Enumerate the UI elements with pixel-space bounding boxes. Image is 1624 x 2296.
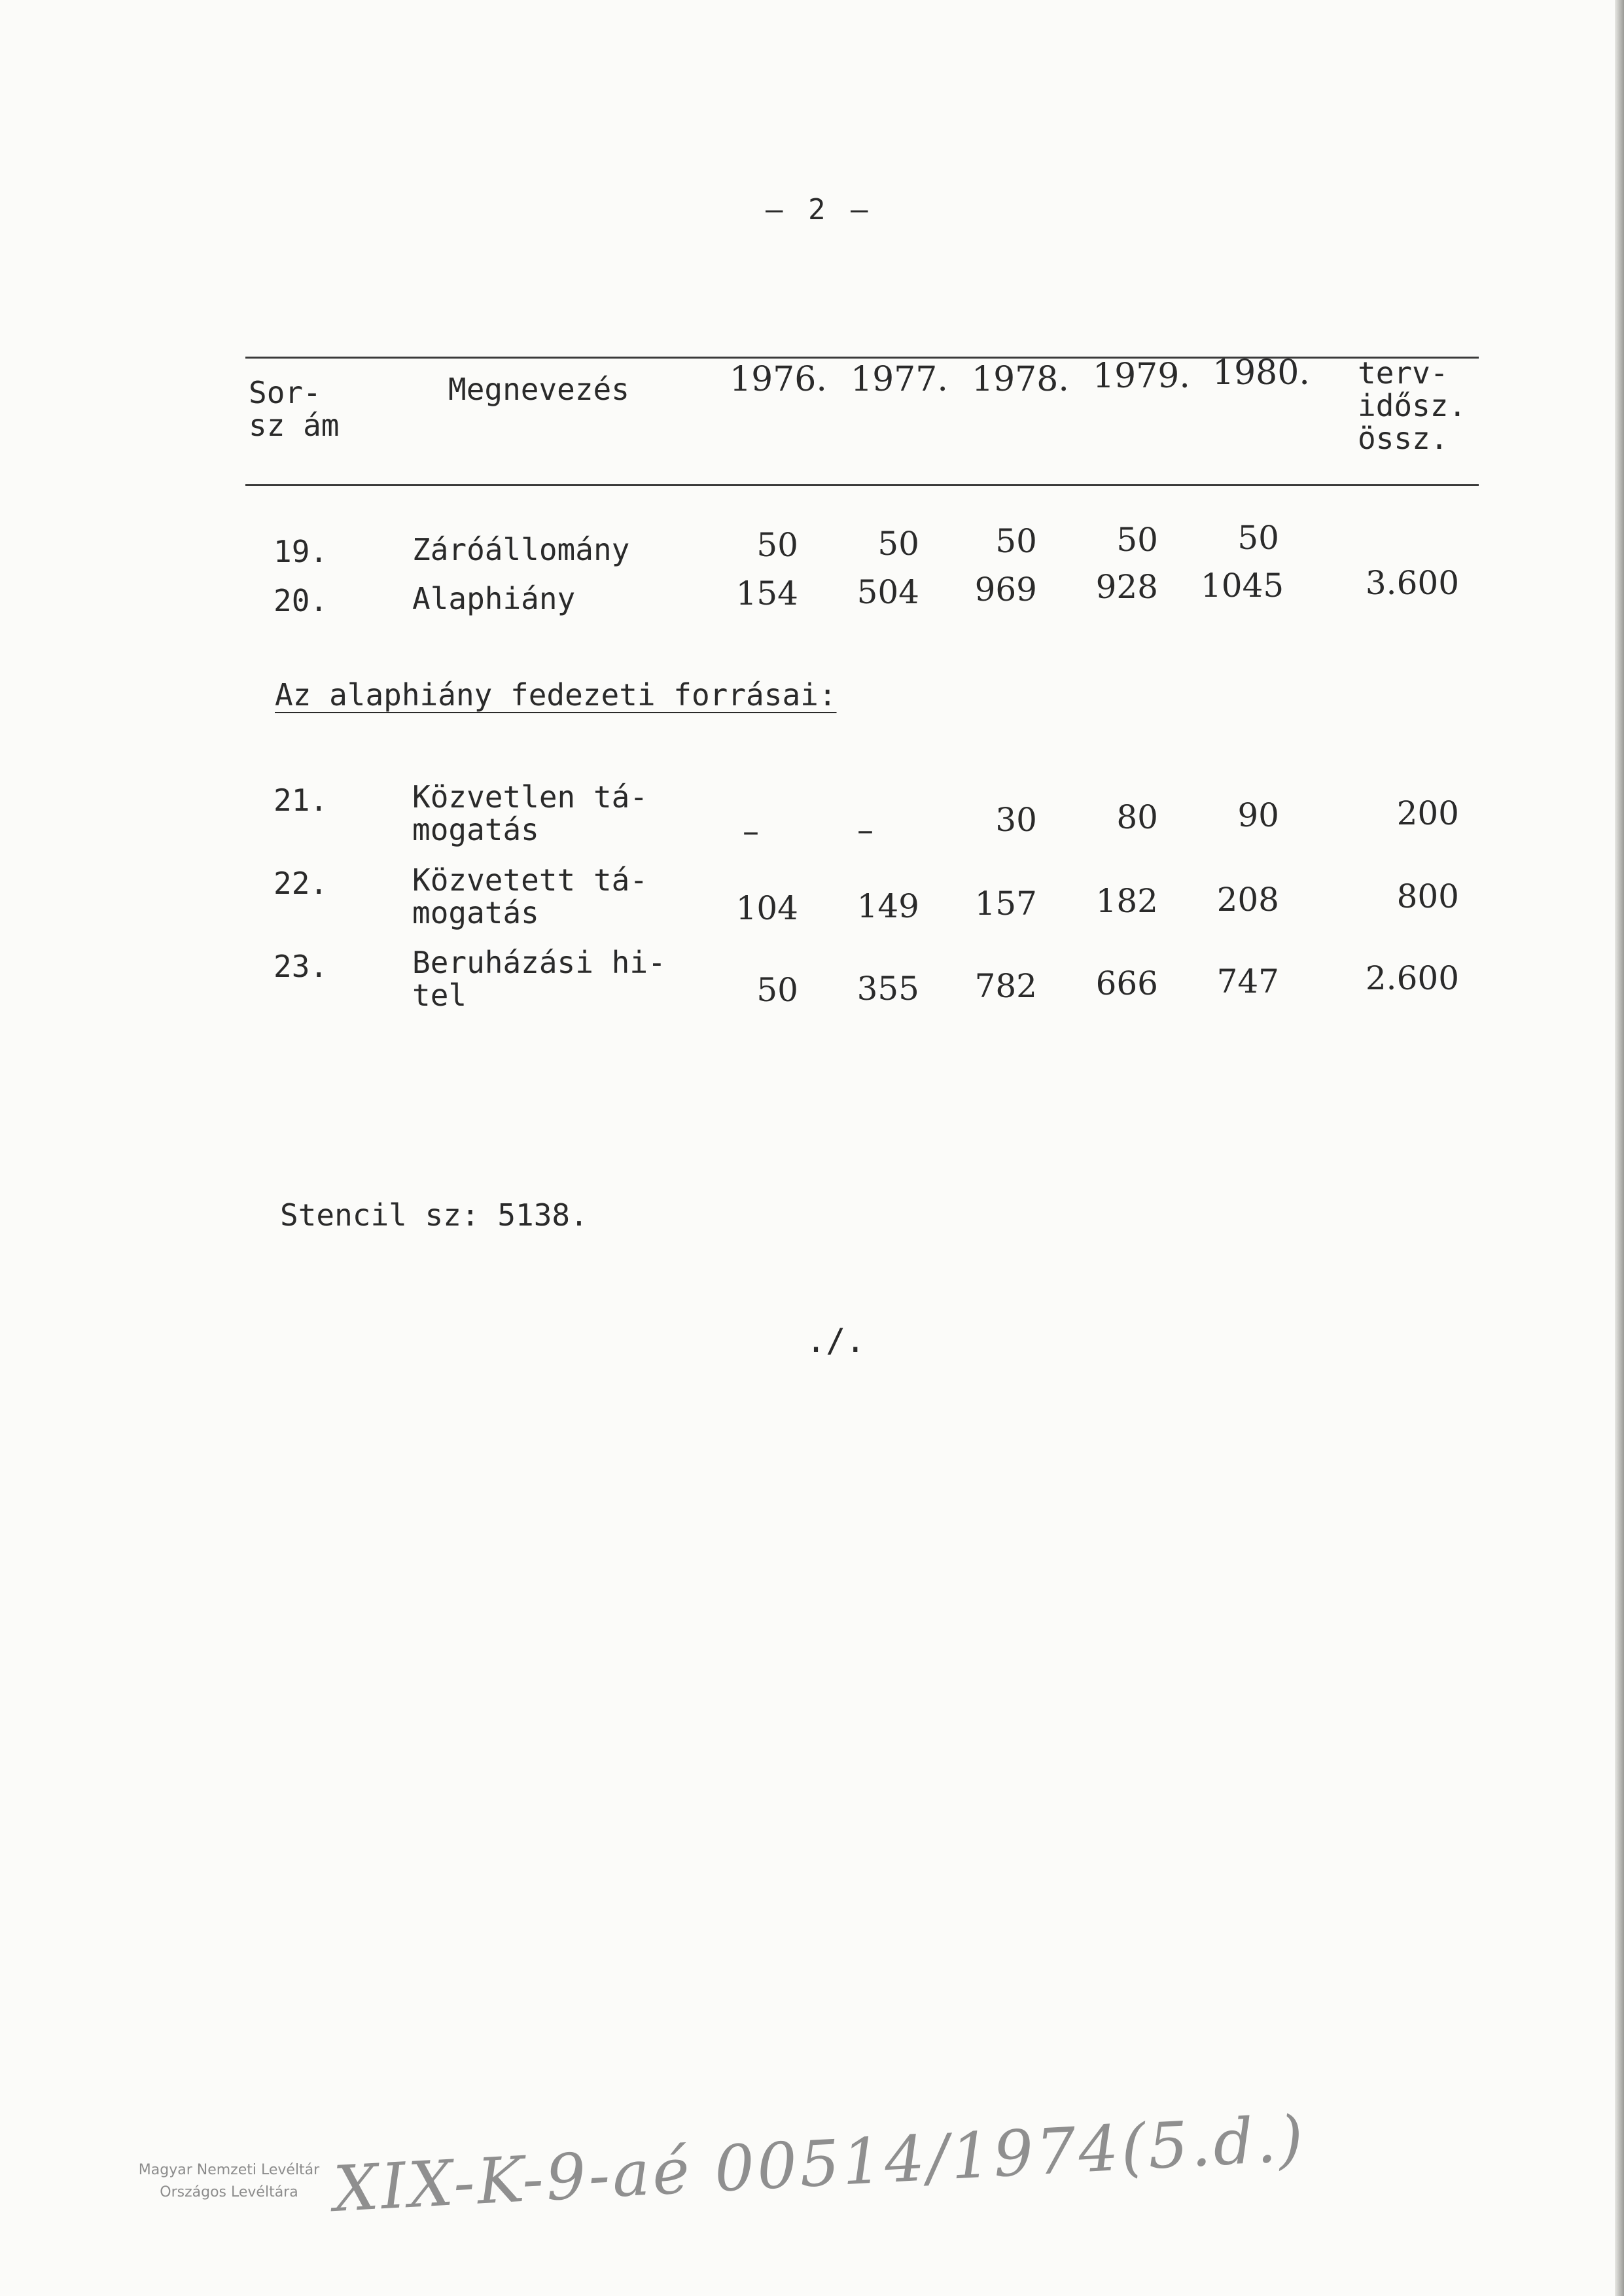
row-23-value-1976: 50 xyxy=(756,971,798,1009)
row-21-value-1979: 80 xyxy=(1116,798,1158,836)
row-20-value-1979: 928 xyxy=(1095,568,1158,606)
stencil-number: Stencil sz: 5138. xyxy=(280,1197,588,1233)
row-21-total: 200 xyxy=(1396,794,1459,832)
row-23-name-line2: tel xyxy=(412,978,467,1013)
archive-stamp-line2: Országos Levéltára xyxy=(160,2184,298,2200)
row-19-value-1976: 50 xyxy=(756,526,798,564)
row-19-value-1980: 50 xyxy=(1237,519,1279,557)
row-19-number: 19. xyxy=(274,534,328,569)
row-19-value-1977: 50 xyxy=(877,525,919,563)
row-22-name-line1: Közvetett tá- xyxy=(412,862,648,898)
row-19-name: Záróállomány xyxy=(412,532,630,567)
header-name: Megnevezés xyxy=(448,372,629,407)
row-22-value-1978: 157 xyxy=(974,885,1037,923)
row-20-value-1980: 1045 xyxy=(1201,567,1284,605)
row-22-name-line2: mogatás xyxy=(412,895,539,930)
row-21-value-1980: 90 xyxy=(1237,796,1279,834)
end-mark: ./. xyxy=(806,1322,866,1360)
row-22-value-1980: 208 xyxy=(1216,881,1279,919)
row-20-value-1977: 504 xyxy=(856,573,919,611)
page-edge xyxy=(1615,0,1624,2296)
archive-stamp xyxy=(124,2159,334,2204)
header-total-line2: idősz. xyxy=(1358,388,1467,423)
row-21-name-line1: Közvetlen tá- xyxy=(412,779,648,815)
row-23-value-1978: 782 xyxy=(974,967,1037,1005)
row-20-number: 20. xyxy=(274,583,328,618)
row-23-name-line1: Beruházási hi- xyxy=(412,945,666,980)
section-heading: Az alaphiány fedezeti forrásai: xyxy=(275,677,837,713)
header-year-1976: 1976. xyxy=(730,360,827,399)
row-20-name: Alaphiány xyxy=(412,581,576,616)
row-22-value-1977: 149 xyxy=(856,887,919,925)
row-22-total: 800 xyxy=(1396,877,1459,915)
row-21-number: 21. xyxy=(274,783,328,818)
archive-stamp-line1: Magyar Nemzeti Levéltár xyxy=(138,2162,320,2178)
header-year-1979: 1979. xyxy=(1093,357,1190,396)
header-total-line3: össz. xyxy=(1358,421,1449,456)
table-header-rule xyxy=(245,484,1479,486)
row-23-value-1977: 355 xyxy=(856,970,919,1008)
row-20-value-1978: 969 xyxy=(974,571,1037,609)
row-20-value-1976: 154 xyxy=(735,574,798,612)
header-sorszam-line2: sz ám xyxy=(249,408,340,443)
row-21-value-1978: 30 xyxy=(995,801,1037,839)
row-23-total: 2.600 xyxy=(1365,959,1459,997)
row-21-value-1976: – xyxy=(743,812,759,850)
row-19-value-1978: 50 xyxy=(995,522,1037,560)
row-23-value-1980: 747 xyxy=(1216,963,1279,1000)
header-total-line1: terv- xyxy=(1358,355,1449,391)
header-year-1977: 1977. xyxy=(851,360,948,399)
row-23-number: 23. xyxy=(274,949,328,984)
header-year-1978: 1978. xyxy=(972,360,1069,399)
row-22-value-1979: 182 xyxy=(1095,882,1158,920)
header-sorszam-line1: Sor- xyxy=(249,375,321,410)
row-19-value-1979: 50 xyxy=(1116,521,1158,559)
row-23-value-1979: 666 xyxy=(1095,964,1158,1002)
header-year-1980: 1980. xyxy=(1212,353,1310,393)
row-22-number: 22. xyxy=(274,866,328,901)
handwritten-archive-reference: XIX-K-9-aé 00514/1974(5.d.) xyxy=(332,2102,1308,2226)
row-21-value-1977: – xyxy=(857,811,874,849)
row-20-total: 3.600 xyxy=(1365,564,1459,602)
row-21-name-line2: mogatás xyxy=(412,812,539,847)
row-22-value-1976: 104 xyxy=(735,889,798,927)
page-number: – 2 – xyxy=(766,193,872,226)
